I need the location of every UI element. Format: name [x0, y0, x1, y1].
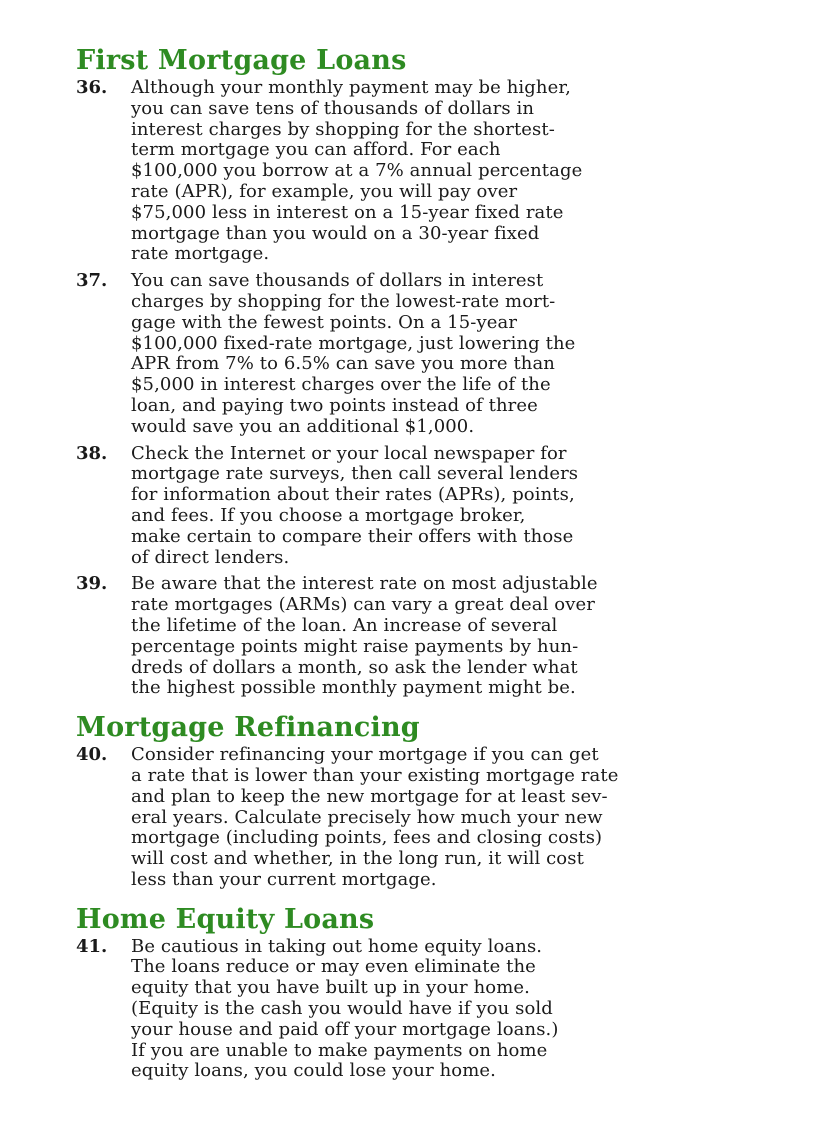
section-heading: Mortgage Refinancing: [76, 712, 420, 744]
item-number: 38.: [76, 442, 108, 464]
item-text: Although your monthly payment may be higher, you can save tens of thousands of dollars in interest charges by shopping for the shortest- term mortgage you can afford. For each $100,000 you borrow at a 7% annual percentage rate (APR), for example, you will pay over $75,000 less in interest on a 15-year fixed rate mortgage than you would on a 30-year fixed rate mortgage.: [131, 77, 583, 265]
list-item: [76, 444, 756, 569]
list-item: [76, 78, 756, 265]
section-home-equity-loans: [76, 903, 756, 1083]
item-number: 36.: [76, 77, 108, 98]
item-text: Be aware that the interest rate on most adjustable rate mortgages (ARMs) can vary a great deal over the lifetime of the loan. An increase of several percentage points might raise payments by hun- dreds of dollars a month, so ask the lender what the highest possible monthly payment might be.: [131, 573, 598, 699]
item-number: 41.: [76, 935, 108, 957]
item-number: 39.: [76, 573, 108, 595]
section-heading: Home Equity Loans: [76, 903, 375, 935]
list-item: [76, 937, 756, 1083]
item-text: Check the Internet or your local newspaper for mortgage rate surveys, then call several lenders for information about their rates (APRs), points, and fees. If you choose a mortgage broker, make certain to compare their offers with those of direct lenders.: [131, 442, 579, 568]
list-item: [76, 574, 756, 699]
item-number: 40.: [76, 744, 108, 766]
section-mortgage-refinancing: [76, 711, 756, 891]
item-number: 37.: [76, 270, 108, 292]
section-first-mortgage-loans: [76, 44, 756, 699]
item-text: You can save thousands of dollars in interest charges by shopping for the lowest-rate mort- gage with the fewest points. On a 15-year $100,000 fixed-rate mortgage, just lowering the APR from 7% to 6.5% can save you more than $5,000 in interest charges over the life of the loan, and paying two points instead of three would save you an additional $1,000.: [131, 270, 576, 437]
item-text: Consider refinancing your mortgage if you can get a rate that is lower than your existing mortgage rate and plan to keep the new mortgage for at least sev- eral years. Calculate precisely how much your new mortgage (including points, fees and closing costs) will cost and whether, in the long run, it will cost less than your current mortgage.: [131, 744, 619, 890]
list-item: [76, 271, 756, 437]
document-page: [76, 44, 756, 1088]
section-heading: First Mortgage Loans: [76, 45, 407, 76]
list-item: [76, 745, 756, 891]
item-text: Be cautious in taking out home equity loans. The loans reduce or may even eliminate the equity that you have built up in your home. (Equity is the cash you would have if you sold your house and paid off your mortgage loans.) If you are unable to make payments on home equity loans, you could lose your home.: [131, 935, 559, 1082]
